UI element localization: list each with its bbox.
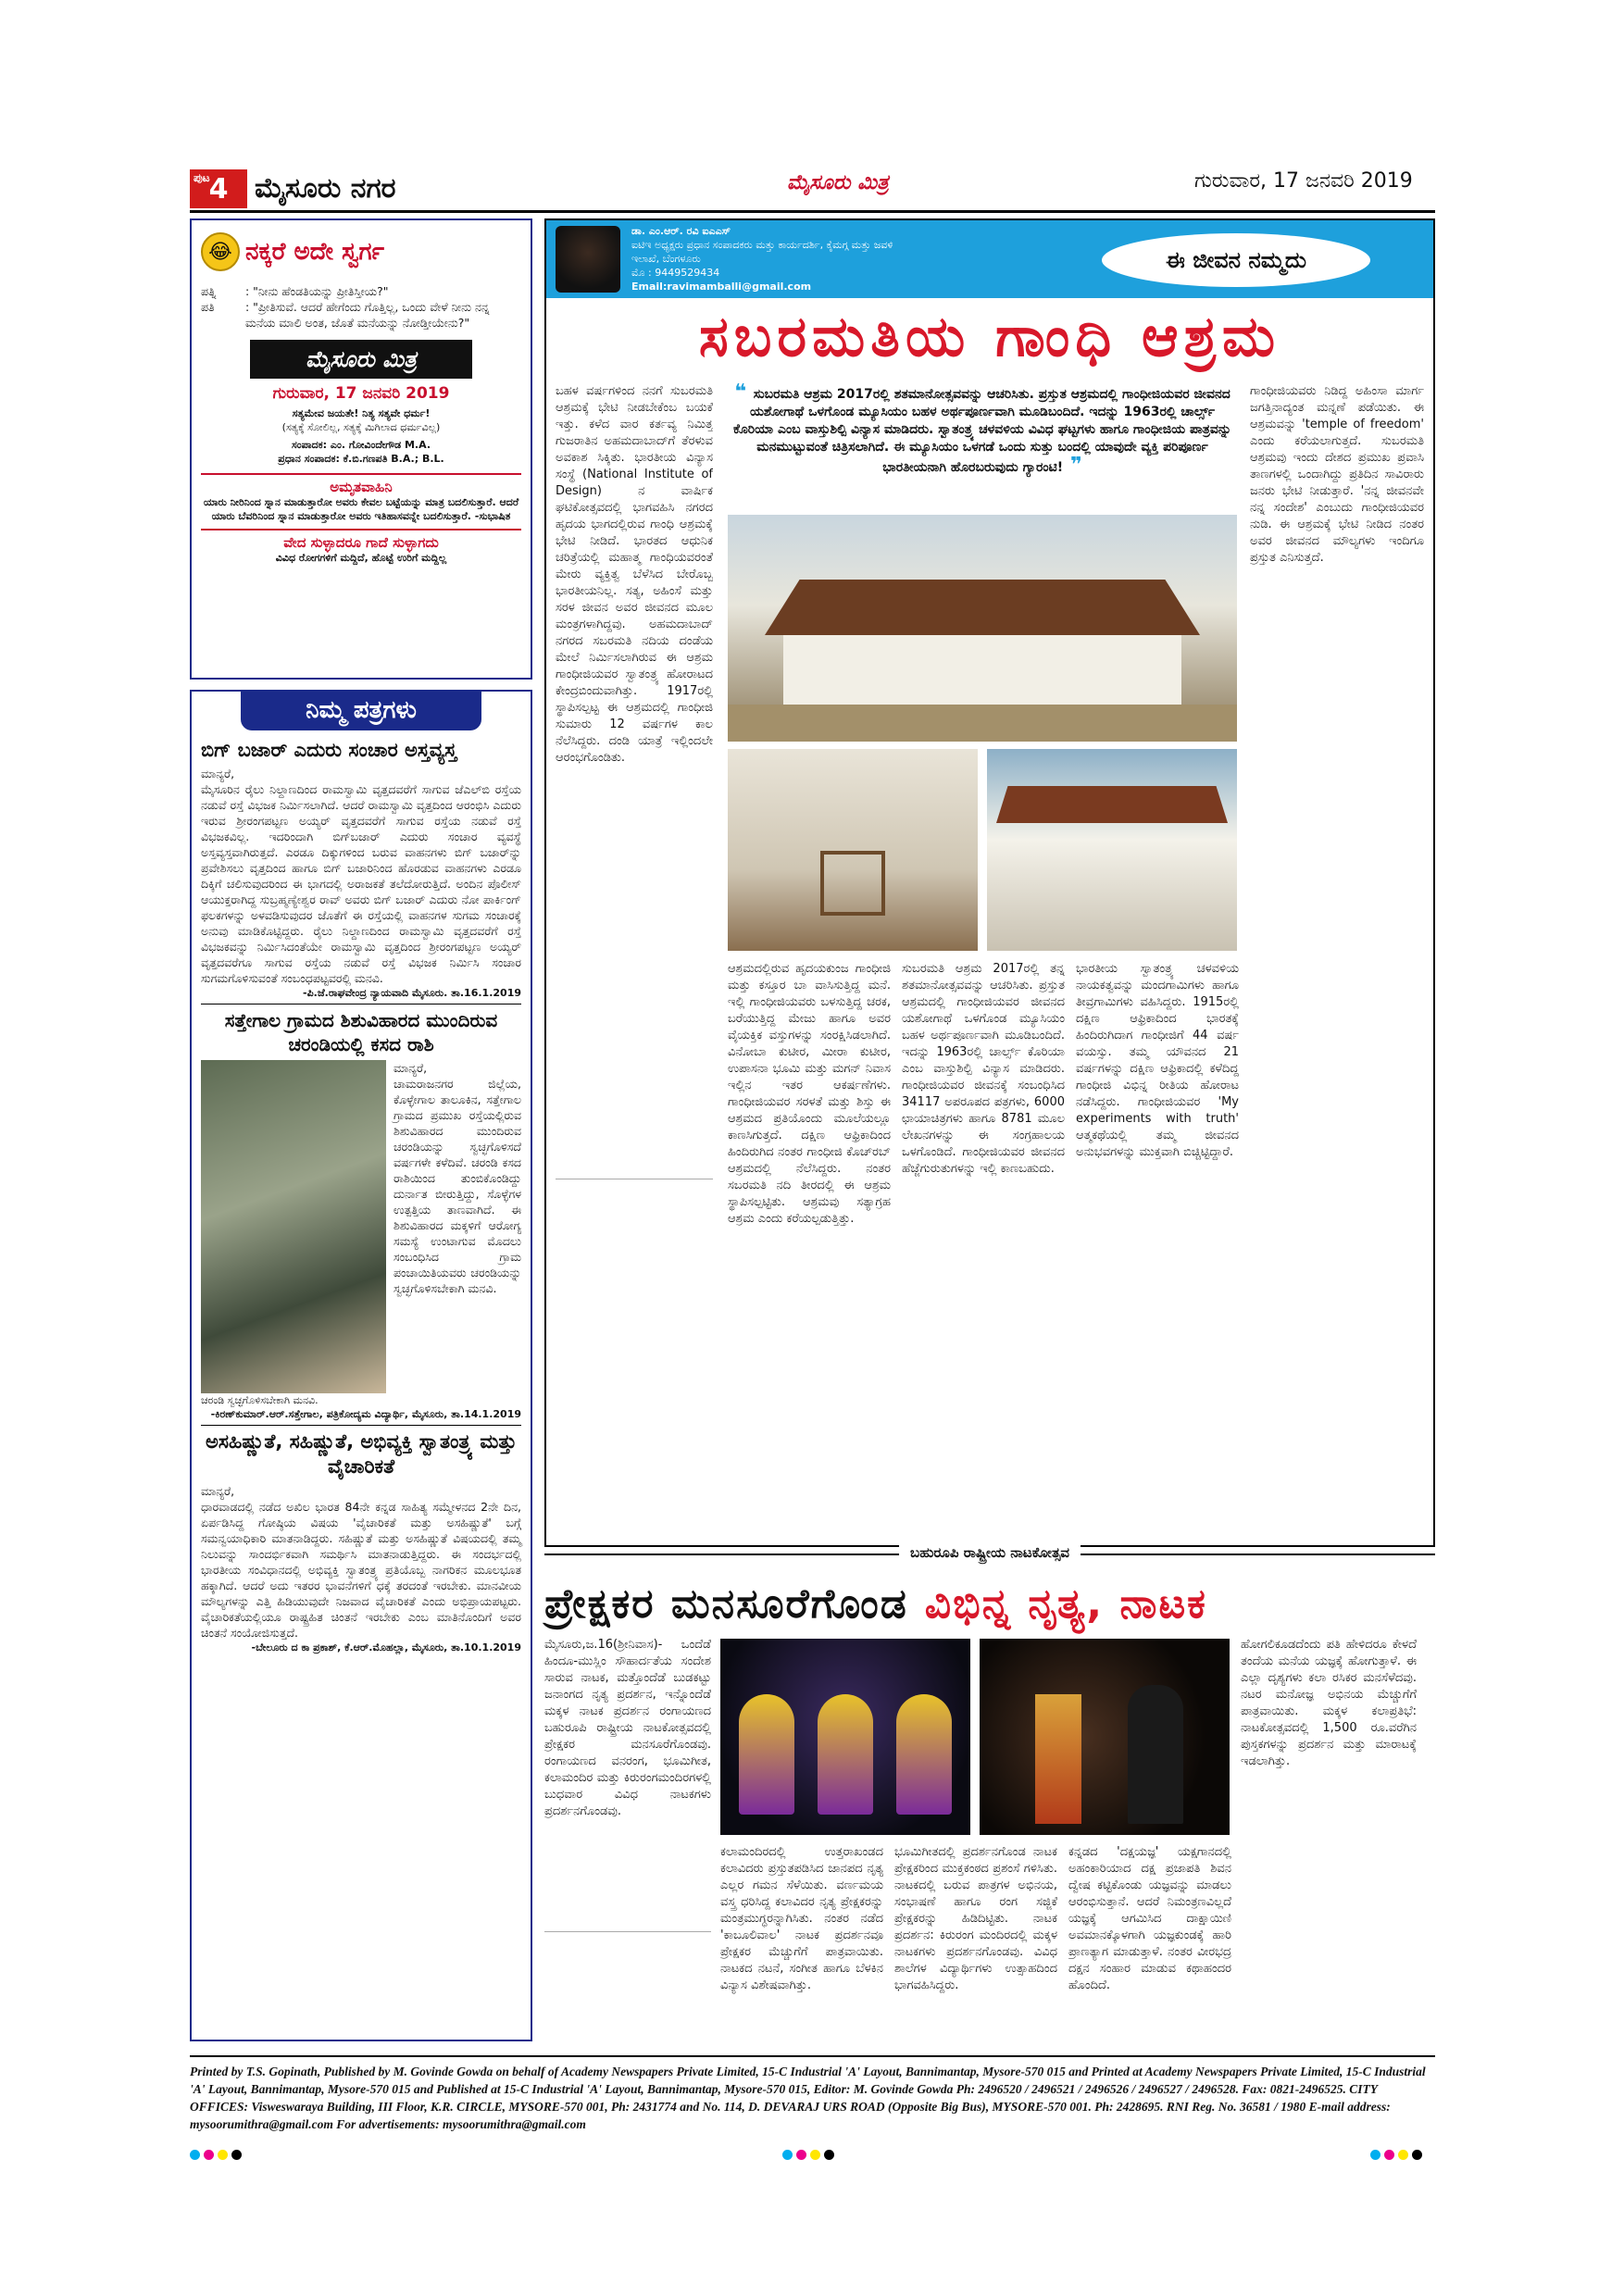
- ashram-hut-photo: [728, 515, 1237, 742]
- amrutavani-text: ಯಾರು ನೀರಿನಿಂದ ಸ್ನಾನ ಮಾಡುತ್ತಾರೋ ಅವರು ಕೇವಲ ಬಟ್ಟೆಯನ್ನು ಮಾತ್ರ ಬದಲಿಸುತ್ತಾರೆ. ಆದರೆ ಯಾರು ಬೆವರಿನಿಂದ ಸ್ನಾನ ಮಾಡುತ್ತಾರೋ ಅವರು ಇತಿಹಾಸವನ್ನೇ ಬದಲಿಸುತ್ತಾರೆ. -ಸುಭಾಷಿತ: [203, 496, 519, 522]
- print-registration-dots-left: [190, 2146, 245, 2157]
- divider: [201, 1425, 521, 1426]
- roof-shape: [765, 580, 1200, 635]
- charkha-railing-shape: [820, 851, 885, 916]
- festival-title-part-2: ವಿಭಿನ್ನ ನೃತ್ಯ, ನಾಟಕ: [924, 1579, 1207, 1628]
- letter-2-caption: ಚರಂಡಿ ಸ್ವಚ್ಛಗೊಳಿಸಬೇಕಾಗಿ ಮನವಿ.: [201, 1394, 319, 1406]
- festival-kicker: ಬಹುರೂಪಿ ರಾಷ್ಟ್ರೀಯ ನಾಟಕೋತ್ಸವ: [899, 1544, 1081, 1561]
- print-registration-dots-center: [782, 2146, 838, 2157]
- masthead-date: ಗುರುವಾರ, 17 ಜನವರಿ 2019: [272, 384, 450, 403]
- theatre-scene-photo: [980, 1639, 1230, 1835]
- pullquote: [728, 383, 1237, 507]
- letter-3-salutation: ಮಾನ್ಯರೆ,: [201, 1484, 235, 1498]
- laughing-face-icon: 😂: [201, 232, 240, 271]
- letter-1-salutation: ಮಾನ್ಯರೆ,: [201, 767, 235, 780]
- festival-title-part-1: ಪ್ರೇಕ್ಷಕರ ಮನಸೂರೆಗೊಂಡ: [544, 1579, 908, 1628]
- masthead-logo: ಮೈಸೂರು ಮಿತ್ರ: [250, 340, 472, 379]
- festival-title: [544, 1574, 1435, 1633]
- feature-col-2: ಆಶ್ರಮದಲ್ಲಿರುವ ಹೃದಯಕುಂಜ ಗಾಂಧೀಜಿ ಮತ್ತು ಕಸ್ತೂರ ಬಾ ವಾಸಿಸುತ್ತಿದ್ದ ಮನೆ. ಇಲ್ಲಿ ಗಾಂಧೀಜಿಯವರು ಬಳಸುತ್ತಿದ್ದ ಚರಕ, ಬರೆಯುತ್ತಿದ್ದ ಮೇಜು ಹಾಗೂ ಅವರ ವೈಯಕ್ತಿಕ ವಸ್ತುಗಳನ್ನು ಸಂರಕ್ಷಿಸಿಡಲಾಗಿದೆ. ವಿನೋಬಾ ಕುಟೀರ, ಮೀರಾ ಕುಟೀರ, ಉಪಾಸನಾ ಭೂಮಿ ಮತ್ತು ಮಗನ್ ನಿವಾಸ ಇಲ್ಲಿನ ಇತರ ಆಕರ್ಷಣೆಗಳು. ಗಾಂಧೀಜಿಯವರ ಸರಳತೆ ಮತ್ತು ಶಿಸ್ತು ಈ ಆಶ್ರಮದ ಪ್ರತಿಯೊಂದು ಮೂಲೆಯಲ್ಲೂ ಕಾಣಸಿಗುತ್ತದೆ. ದಕ್ಷಿಣ ಆಫ್ರಿಕಾದಿಂದ ಹಿಂದಿರುಗಿದ ನಂತರ ಗಾಂಧೀಜಿ ಕೊಚ್‌ರಬ್ ಆಶ್ರಮದಲ್ಲಿ ನೆಲೆಸಿದ್ದರು. ನಂತರ ಸಬರಮತಿ ನದಿ ತೀರದಲ್ಲಿ ಈ ಆಶ್ರಮ ಸ್ಥಾಪಿಸಲ್ಪಟ್ಟಿತು. ಆಶ್ರಮವು ಸತ್ಯಾಗ್ರಹ ಆಶ್ರಮ ಎಂದು ಕರೆಯಲ್ಪಡುತ್ತಿತ್ತು.: [728, 962, 891, 1226]
- letter-1-signature: -ಪಿ.ಜೆ.ರಾಘವೇಂದ್ರ ನ್ಯಾಯವಾದಿ ಮೈಸೂರು. ತಾ.16.1.2019: [303, 987, 521, 999]
- feature-col-4: ಭಾರತೀಯ ಸ್ವಾತಂತ್ರ್ಯ ಚಳವಳಿಯ ನಾಯಕತ್ವವನ್ನು ಮಂದಗಾಮಿಗಳು ಹಾಗೂ ತೀವ್ರಗಾಮಿಗಳು ವಹಿಸಿದ್ದರು. 1915ರಲ್ಲಿ ದಕ್ಷಿಣ ಆಫ್ರಿಕಾದಿಂದ ಭಾರತಕ್ಕೆ ಹಿಂದಿರುಗಿದಾಗ ಗಾಂಧೀಜಿಗೆ 44 ವರ್ಷ ವಯಸ್ಸು. ತಮ್ಮ ಯೌವನದ 21 ವರ್ಷಗಳನ್ನು ದಕ್ಷಿಣ ಆಫ್ರಿಕಾದಲ್ಲಿ ಕಳೆದಿದ್ದ ಗಾಂಧೀಜಿ ವಿಭಿನ್ನ ರೀತಿಯ ಹೋರಾಟ ನಡೆಸಿದ್ದರು. ಗಾಂಧೀಜಿಯವರ 'My experiments with truth' ಆತ್ಮಕಥೆಯಲ್ಲಿ ತಮ್ಮ ಜೀವನದ ಅನುಭವಗಳನ್ನು ಮುಕ್ತವಾಗಿ ಬಿಚ್ಚಿಟ್ಟಿದ್ದಾರೆ.: [1076, 962, 1239, 1159]
- proverb-block: [201, 529, 521, 565]
- print-registration-dots-right: [1370, 2146, 1426, 2157]
- joke-line-2: [201, 299, 521, 331]
- dancer-shape: [896, 1694, 952, 1815]
- letter-2-body-row: [201, 1060, 521, 1393]
- dancer-shape: [818, 1694, 873, 1815]
- author-info: [631, 224, 909, 293]
- joke-line-1-label: ಪತ್ನಿ: [201, 284, 217, 298]
- joke-line-2-label: ಪತಿ: [201, 300, 215, 314]
- ashram-interior-photo: [728, 749, 978, 951]
- festival-col-4: ಕನ್ನಡದ 'ದಕ್ಷಯಜ್ಞ' ಯಕ್ಷಗಾನದಲ್ಲಿ ಅಹಂಕಾರಿಯಾದ ದಕ್ಷ ಪ್ರಜಾಪತಿ ಶಿವನ ದ್ವೇಷ ಕಟ್ಟಿಕೊಂಡು ಯಜ್ಞವನ್ನು ಮಾಡಲು ಆರಂಭಿಸುತ್ತಾನೆ. ಆದರೆ ನಿಮಂತ್ರಣವಿಲ್ಲದೆ ಯಜ್ಞಕ್ಕೆ ಆಗಮಿಸಿದ ದಾಕ್ಷಾಯಿಣಿ ಅವಮಾನಕ್ಕೊಳಗಾಗಿ ಯಜ್ಞಕುಂಡಕ್ಕೆ ಹಾರಿ ಪ್ರಾಣತ್ಯಾಗ ಮಾಡುತ್ತಾಳೆ. ನಂತರ ವೀರಭದ್ರ ದಕ್ಷನ ಸಂಹಾರ ಮಾಡುವ ಕಥಾಹಂದರ ಹೊಂದಿದೆ.: [1068, 1845, 1231, 1992]
- festival-col-3: ಭೂಮಿಗೀತದಲ್ಲಿ ಪ್ರದರ್ಶನಗೊಂಡ ನಾಟಕ ಪ್ರೇಕ್ಷಕರಿಂದ ಮುಕ್ತಕಂಠದ ಪ್ರಶಂಸೆ ಗಳಿಸಿತು. ನಾಟಕದಲ್ಲಿ ಬರುವ ಪಾತ್ರಗಳ ಅಭಿನಯ, ಸಂಭಾಷಣೆ ಹಾಗೂ ರಂಗ ಸಜ್ಜಿಕೆ ಪ್ರೇಕ್ಷಕರನ್ನು ಹಿಡಿದಿಟ್ಟಿತು. ನಾಟಕ ಪ್ರದರ್ಶನ: ಕಿರುರಂಗ ಮಂದಿರದಲ್ಲಿ ಮಕ್ಕಳ ನಾಟಕಗಳು ಪ್ರದರ್ಶನಗೊಂಡವು. ವಿವಿಧ ಶಾಲೆಗಳ ವಿದ್ಯಾರ್ಥಿಗಳು ಉತ್ಸಾಹದಿಂದ ಭಾಗವಹಿಸಿದ್ದರು.: [894, 1845, 1057, 1992]
- amrutavani-title: ಅಮೃತವಾಹಿನಿ: [330, 479, 393, 495]
- actor-shape: [1035, 1694, 1081, 1824]
- joke-line-1-text: : "ನೀನು ಹೆಂಡತಿಯನ್ನು ಪ್ರೀತಿಸ್ತೀಯ?": [245, 284, 389, 298]
- letter-3-signature: -ಬೇಲೂರು ದ ಕಾ ಪ್ರಕಾಶ್, ಕೆ.ಆರ್.ಮೊಹಲ್ಲಾ, ಮೈಸೂರು, ತಾ.10.1.2019: [251, 1641, 521, 1653]
- footer-divider: [190, 2055, 1435, 2057]
- drain-garbage-photo: [201, 1060, 386, 1393]
- joke-title: ನಕ್ಕರೆ ಅದೇ ಸ್ವರ್ಗ: [245, 237, 384, 266]
- joke-header: [201, 226, 521, 278]
- page-label: ಪುಟ: [194, 171, 210, 184]
- festival-col-5: ಹೋಗಲಿಕೂಡದೆಂದು ಪತಿ ಹೇಳಿದರೂ ಕೇಳದೆ ತಂದೆಯ ಮನೆಯ ಯಜ್ಞಕ್ಕೆ ಹೋಗುತ್ತಾಳೆ. ಈ ಎಲ್ಲಾ ದೃಶ್ಯಗಳು ಕಲಾ ರಸಿಕರ ಮನಸೆಳೆದವು. ನಟರ ಮನೋಜ್ಞ ಅಭಿನಯ ಮೆಚ್ಚುಗೆಗೆ ಪಾತ್ರವಾಯಿತು. ಮಕ್ಕಳ ಕಲಾಪ್ರತಿಭೆ: ನಾಟಕೋತ್ಸವದಲ್ಲಿ 1,500 ರೂ.ವರೆಗಿನ ಪುಸ್ತಕಗಳನ್ನು ಪ್ರದರ್ಶನ ಮತ್ತು ಮಾರಾಟಕ್ಕೆ ಇಡಲಾಗಿತ್ತು.: [1241, 1638, 1417, 1768]
- letter-1-body: ಮೈಸೂರಿನ ರೈಲು ನಿಲ್ದಾಣದಿಂದ ರಾಮಸ್ವಾಮಿ ವೃತ್ತದವರೆಗೆ ಸಾಗುವ ಜೆಎಲ್‌ಬಿ ರಸ್ತೆಯ ನಡುವೆ ರಸ್ತೆ ವಿಭಜಕ ನಿರ್ಮಿಸಲಾಗಿದೆ. ಆದರೆ ರಾಮಸ್ವಾಮಿ ವೃತ್ತದಿಂದ ಆರಂಭಿಸಿ ಎದುರು ಇರುವ ಶ್ರೀರಂಗಪಟ್ಟಣ ಅಯ್ಯರ್ ವೃತ್ತದವರೆಗೆ ಸಾಗುವ ರಸ್ತೆಯ ನಡುವೆ ರಸ್ತೆ ವಿಭಜಕವಿಲ್ಲ. ಇದರಿಂದಾಗಿ ಬಿಗ್‌ಬಜಾರ್ ಎದುರು ಸಂಚಾರ ವ್ಯವಸ್ಥೆ ಅಸ್ತವ್ಯಸ್ತವಾಗಿರುತ್ತದೆ. ಎರಡೂ ದಿಕ್ಕುಗಳಿಂದ ಬರುವ ವಾಹನಗಳು ಬಿಗ್ ಬಜಾರ್‌ನ್ನು ಪ್ರವೇಶಿಸಲು ವೃತ್ತದಿಂದ ಹಾಗೂ ಬಿಗ್ ಬಜಾರಿನಿಂದ ಹೊರಡುವ ವಾಹನಗಳು ಎರಡೂ ದಿಕ್ಕಿಗೆ ಚಲಿಸುವುದರಿಂದ ಈ ಭಾಗದಲ್ಲಿ ಅರಾಜಕತೆ ತಲೆದೋರುತ್ತಿದೆ. ಅಂದಿನ ಪೊಲೀಸ್ ಆಯುಕ್ತರಾಗಿದ್ದ ಸುಬ್ರಹ್ಮಣ್ಯೇಶ್ವರ ರಾವ್ ಅವರು ಬಿಗ್ ಬಜಾರ್ ಎದುರು ನೋ ಪಾರ್ಕಿಂಗ್ ಫಲಕಗಳನ್ನು ಅಳವಡಿಸುವುದರ ಜೊತೆಗೆ ಈ ರಸ್ತೆಯಲ್ಲಿ ವಾಹನಗಳ ಸುಗಮ ಸಂಚಾರಕ್ಕೆ ಅನುವು ಮಾಡಿಕೊಟ್ಟಿದ್ದರು. ರೈಲು ನಿಲ್ದಾಣದಿಂದ ರಾಮಸ್ವಾಮಿ ವೃತ್ತದವರೆಗೆ ರಸ್ತೆ ವಿಭಜಕವನ್ನು ನಿರ್ಮಿಸಿದಂತೆಯೇ ರಾಮಸ್ವಾಮಿ ವೃತ್ತದಿಂದ ಶ್ರೀರಂಗಪಟ್ಟಣ ಅಯ್ಯರ್ ವೃತ್ತದವರೆಗೂ ಸಾಗುವ ರಸ್ತೆಯ ನಡುವೆ ರಸ್ತೆ ವಿಭಜಕ ನಿರ್ಮಿಸಿ ಸಂಚಾರ ಸುಗಮಗೊಳಿಸುವಂತೆ ಸಂಬಂಧಪಟ್ಟವರಲ್ಲಿ ಮನವಿ.: [201, 782, 521, 985]
- ground-shape: [728, 705, 1237, 742]
- festival-article: [544, 1544, 1435, 2041]
- letter-2-salutation: ಮಾನ್ಯರೆ,: [394, 1061, 428, 1075]
- joke-line-1: [201, 283, 521, 299]
- joke-line-2-text: : "ಪ್ರೀತಿಸುವೆ. ಆದರೆ ಹೇಗೆಂದು ಗೊತ್ತಿಲ್ಲ, ಒಂದು ವೇಳೆ ನೀನು ನನ್ನ ಮನೆಯ ಮಾಲಿ ಅಂತ, ಜೊತೆ ಮನೆಯನ್ನು ನೋಡ್ತೀಯೇನು?": [245, 300, 490, 330]
- cottage-roof-shape: [996, 786, 1228, 823]
- wall-shape: [783, 635, 1181, 709]
- letter-3-body: ಧಾರವಾಡದಲ್ಲಿ ನಡೆದ ಅಖಿಲ ಭಾರತ 84ನೇ ಕನ್ನಡ ಸಾಹಿತ್ಯ ಸಮ್ಮೇಳನದ 2ನೇ ದಿನ, ಏರ್ಪಡಿಸಿದ್ದ ಗೋಷ್ಠಿಯ ವಿಷಯ 'ವೈಚಾರಿಕತೆ ಮತ್ತು ಅಸಹಿಷ್ಣುತೆ' ಬಗ್ಗೆ ಸಮನ್ವಯಾಧಿಕಾರಿ ಮಾತನಾಡಿದ್ದರು. ಸಹಿಷ್ಣುತೆ ಮತ್ತು ಅಸಹಿಷ್ಣುತೆ ವಿಷಯದಲ್ಲಿ ತಮ್ಮ ನಿಲುವನ್ನು ಸಾಂದರ್ಭಿಕವಾಗಿ ಸಮರ್ಥಿಸಿ ಮಾತನಾಡುತ್ತಿದ್ದರು. ಈ ಸಂದರ್ಭದಲ್ಲಿ ಭಾರತೀಯ ಸಂವಿಧಾನದಲ್ಲಿ ಅಭಿವ್ಯಕ್ತಿ ಸ್ವಾತಂತ್ರ್ಯ ಪ್ರತಿಯೊಬ್ಬ ನಾಗರಿಕನ ಮೂಲಭೂತ ಹಕ್ಕಾಗಿದೆ. ಆದರೆ ಅದು ಇತರರ ಭಾವನೆಗಳಿಗೆ ಧಕ್ಕೆ ತರದಂತೆ ಇರಬೇಕು. ಮಾನವೀಯ ಮೌಲ್ಯಗಳನ್ನು ಎತ್ತಿ ಹಿಡಿಯುವುದೇ ನಿಜವಾದ ವೈಚಾರಿಕತೆ ಎಂದು ಅಭಿಪ್ರಾಯಪಟ್ಟರು. ವೈಚಾರಿಕತೆಯಲ್ಲಿಯೂ ರಾಷ್ಟ್ರಹಿತ ಚಿಂತನೆ ಇರಬೇಕು ಎಂಬ ಮಾತಿನೊಂದಿಗೆ ಅವರ ಚಿಂತನೆ ಸಂಯೋಜಿಸುತ್ತದೆ.: [201, 1500, 521, 1640]
- feature-col-1-continued: [556, 1179, 713, 1535]
- header-divider: [190, 210, 1435, 213]
- festival-col-1: ಮೈಸೂರು,ಜ.16(ಶ್ರೀನಿವಾಸ)- ಒಂದೆಡೆ ಹಿಂದೂ-ಮುಸ್ಲಿಂ ಸೌಹಾರ್ದತೆಯ ಸಂದೇಶ ಸಾರುವ ನಾಟಕ, ಮತ್ತೊಂದೆಡೆ ಬುಡಕಟ್ಟು ಜನಾಂಗದ ನೃತ್ಯ ಪ್ರದರ್ಶನ, ಇನ್ನೊಂದೆಡೆ ಮಕ್ಕಳ ನಾಟಕ ಪ್ರದರ್ಶನ ರಂಗಾಯಣದ ಬಹುರೂಪಿ ರಾಷ್ಟ್ರೀಯ ನಾಟಕೋತ್ಸವದಲ್ಲಿ ಪ್ರೇಕ್ಷಕರ ಮನಸೂರೆಗೊಂಡವು. ರಂಗಾಯಣದ ವನರಂಗ, ಭೂಮಿಗೀತ, ಕಲಾಮಂದಿರ ಮತ್ತು ಕಿರುರಂಗಮಂದಿರಗಳಲ್ಲಿ ಬುಧವಾರ ವಿವಿಧ ನಾಟಕಗಳು ಪ್ರದರ್ಶನಗೊಂಡವು.: [544, 1638, 711, 1818]
- header-date: ಗುರುವಾರ, 17 ಜನವರಿ 2019: [1194, 169, 1413, 193]
- letter-1-title: ಬಿಗ್ ಬಜಾರ್ ಎದುರು ಸಂಚಾರ ಅಸ್ತವ್ಯಸ್ತ: [201, 739, 457, 761]
- feature-col-3: ಸುಬರಮತಿ ಆಶ್ರಮ 2017ರಲ್ಲಿ ತನ್ನ ಶತಮಾನೋತ್ಸವವನ್ನು ಆಚರಿಸಿತು. ಪ್ರಸ್ತುತ ಆಶ್ರಮದಲ್ಲಿ ಗಾಂಧೀಜಿಯವರ ಜೀವನದ ಯಶೋಗಾಥೆ ಒಳಗೊಂಡ ಮ್ಯೂಸಿಯಂ ಬಹಳ ಅರ್ಥಪೂರ್ಣವಾಗಿ ಮೂಡಿಬಂದಿದೆ. ಇದನ್ನು 1963ರಲ್ಲಿ ಚಾರ್ಲ್ಸ್ ಕೊರಿಯಾ ಎಂಬ ವಾಸ್ತುಶಿಲ್ಪಿ ವಿನ್ಯಾಸ ಮಾಡಿದರು. ಗಾಂಧೀಜಿಯವರ ಜೀವನಕ್ಕೆ ಸಂಬಂಧಿಸಿದ 34117 ಅಪರೂಪದ ಪತ್ರಗಳು, 6000 ಛಾಯಾಚಿತ್ರಗಳು ಹಾಗೂ 8781 ಮೂಲ ಲೇಖನಗಳನ್ನು ಈ ಸಂಗ್ರಹಾಲಯ ಒಳಗೊಂಡಿದೆ. ಗಾಂಧೀಜಿಯವರ ಜೀವನದ ಹೆಜ್ಜೆಗುರುತುಗಳನ್ನು ಇಲ್ಲಿ ಕಾಣಬಹುದು.: [902, 962, 1065, 1176]
- letter-2-body: ಚಾಮರಾಜನಗರ ಜಿಲ್ಲೆಯ, ಕೊಳ್ಳೇಗಾಲ ತಾಲೂಕಿನ, ಸತ್ತೇಗಾಲ ಗ್ರಾಮದ ಪ್ರಮುಖ ರಸ್ತೆಯಲ್ಲಿರುವ ಶಿಶುವಿಹಾರದ ಮುಂದಿರುವ ಚರಂಡಿಯನ್ನು ಸ್ವಚ್ಛಗೊಳಿಸದೆ ವರ್ಷಗಳೇ ಕಳೆದಿವೆ. ಚರಂಡಿ ಕಸದ ರಾಶಿಯಿಂದ ತುಂಬಿಕೊಂಡಿದ್ದು ದುರ್ನಾತ ಬೀರುತ್ತಿದ್ದು, ಸೊಳ್ಳೆಗಳ ಉತ್ಪತ್ತಿಯ ತಾಣವಾಗಿದೆ. ಈ ಶಿಶುವಿಹಾರದ ಮಕ್ಕಳಿಗೆ ಆರೋಗ್ಯ ಸಮಸ್ಯೆ ಉಂಟಾಗುವ ಮೊದಲು ಸಂಬಂಧಿಸಿದ ಗ್ರಾಮ ಪಂಚಾಯಿತಿಯವರು ಚರಂಡಿಯನ್ನು ಸ್ವಚ್ಛಗೊಳಿಸಬೇಕಾಗಿ ಮನವಿ.: [394, 1077, 521, 1295]
- author-mobile: ಮೊ : 9449529434: [631, 267, 720, 279]
- proverb-text: ವಿವಿಧ ರೋಗಗಳಿಗೆ ಮದ್ದಿದೆ, ಹೊಟ್ಟೆ ಉರಿಗೆ ಮದ್ದಿಲ್ಲ: [275, 552, 447, 564]
- letter-2-text: [394, 1060, 521, 1393]
- masthead-box: [190, 218, 532, 680]
- section-title: ಮೈಸೂರು ನಗರ: [255, 172, 396, 205]
- author-role: ಐಟಿಇ ಅಧ್ಯಕ್ಷರು ಪ್ರಧಾನ ಸಂಪಾದಕರು ಮತ್ತು ಕಾರ್ಯದರ್ಶಿ, ಕೈಮಗ್ಗ ಮತ್ತು ಜವಳಿ ಇಲಾಖೆ, ಬೆಂಗಳೂರು: [631, 239, 893, 265]
- letter-2-photo-wrap: [201, 1060, 386, 1393]
- masthead-motto-sub: (ಸತ್ಯಕ್ಕೆ ಸೋಲಿಲ್ಲ, ಸತ್ಯಕ್ಕೆ ಮಿಗಿಲಾದ ಧರ್ಮವಿಲ್ಲ): [281, 421, 441, 433]
- pullquote-close-icon: ❞: [1063, 454, 1082, 477]
- dance-performance-photo: [720, 1639, 970, 1835]
- dancer-shape: [739, 1694, 794, 1815]
- pullquote-open-icon: ❝: [734, 381, 754, 404]
- proverb-title: ವೇದ ಸುಳ್ಳಾದರೂ ಗಾದೆ ಸುಳ್ಳಾಗದು: [283, 534, 439, 551]
- author-photo: [556, 226, 620, 293]
- festival-col-1-continued: [544, 1931, 711, 2035]
- feature-col-5: ಗಾಂಧೀಜಿಯವರು ನಿಡಿದ್ದ ಅಹಿಂಸಾ ಮಾರ್ಗ ಜಗತ್ತಿನಾದ್ಯಂತ ಮನ್ನಣೆ ಪಡೆಯಿತು. ಈ ಆಶ್ರಮವನ್ನು 'temple of freedom' ಎಂದು ಕರೆಯಲಾಗುತ್ತದೆ. ಸುಬರಮತಿ ಆಶ್ರಮವು ಇಂದು ದೇಶದ ಪ್ರಮುಖ ಪ್ರವಾಸಿ ತಾಣಗಳಲ್ಲಿ ಒಂದಾಗಿದ್ದು ಪ್ರತಿದಿನ ಸಾವಿರಾರು ಜನರು ಭೇಟಿ ನೀಡುತ್ತಾರೆ. 'ನನ್ನ ಜೀವನವೇ ನನ್ನ ಸಂದೇಶ' ಎಂಬುದು ಗಾಂಧೀಜಿಯವರ ನುಡಿ. ಈ ಆಶ್ರಮಕ್ಕೆ ಭೇಟಿ ನೀಡಿದ ನಂತರ ಅವರ ಜೀವನದ ಮೌಲ್ಯಗಳು ಇಂದಿಗೂ ಪ್ರಸ್ತುತ ಎನಿಸುತ್ತದೆ.: [1250, 384, 1424, 565]
- actor-shape: [1128, 1685, 1183, 1824]
- amrutavani-block: [201, 473, 521, 523]
- author-name: ಡಾ. ಎಂ.ಆರ್. ರವಿ ಐಎಎಸ್: [631, 225, 731, 237]
- masthead-chief-editor: ಪ್ರಧಾನ ಸಂಪಾದಕ: ಕೆ.ಬಿ.ಗಣಪತಿ B.A.; B.L.: [278, 453, 444, 465]
- masthead-motto: ಸತ್ಯಮೇವ ಜಯತೇ! ನಿತ್ಯ ಸತ್ಯವೇ ಧರ್ಮ!: [292, 407, 431, 419]
- feature-title: ಸಬರಮತಿಯ ಗಾಂಧಿ ಆಶ್ರಮ: [698, 305, 1281, 369]
- author-email: Email:ravimamballi@gmail.com: [631, 281, 812, 293]
- letters-box: [190, 690, 532, 2041]
- letter-2-signature: -ಕಿರಣ್‌ಕುಮಾರ್.ಆರ್.ಸತ್ತೇಗಾಲ, ಪತ್ರಿಕೋದ್ಯಮ ವಿದ್ಯಾರ್ಥಿ, ಮೈಸೂರು, ತಾ.14.1.2019: [210, 1408, 521, 1420]
- letter-2-title: ಸತ್ತೇಗಾಲ ಗ್ರಾಮದ ಶಿಶುವಿಹಾರದ ಮುಂದಿರುವ ಚರಂಡಿಯಲ್ಲಿ ಕಸದ ರಾಶಿ: [224, 1009, 498, 1055]
- festival-col-2: ಕಲಾಮಂದಿರದಲ್ಲಿ ಉತ್ತರಾಖಂಡದ ಕಲಾವಿದರು ಪ್ರಸ್ತುತಪಡಿಸಿದ ಜಾನಪದ ನೃತ್ಯ ಎಲ್ಲರ ಗಮನ ಸೆಳೆಯಿತು. ವರ್ಣಮಯ ವಸ್ತ್ರ ಧರಿಸಿದ್ದ ಕಲಾವಿದರ ನೃತ್ಯ ಪ್ರೇಕ್ಷಕರನ್ನು ಮಂತ್ರಮುಗ್ಧರನ್ನಾಗಿಸಿತು. ನಂತರ ನಡೆದ 'ಕಾಬೂಲಿವಾಲ' ನಾಟಕ ಪ್ರದರ್ಶನವೂ ಪ್ರೇಕ್ಷಕರ ಮೆಚ್ಚುಗೆಗೆ ಪಾತ್ರವಾಯಿತು. ನಾಟಕದ ನಟನೆ, ಸಂಗೀತ ಹಾಗೂ ಬೆಳಕಿನ ವಿನ್ಯಾಸ ವಿಶೇಷವಾಗಿತ್ತು.: [720, 1845, 883, 1992]
- author-strip: [546, 220, 1433, 298]
- pullquote-text: ಸುಬರಮತಿ ಆಶ್ರಮ 2017ರಲ್ಲಿ ಶತಮಾನೋತ್ಸವವನ್ನು ಆಚರಿಸಿತು. ಪ್ರಸ್ತುತ ಆಶ್ರಮದಲ್ಲಿ ಗಾಂಧೀಜಿಯವರ ಜೀವನದ ಯಶೋಗಾಥೆ ಒಳಗೊಂಡ ಮ್ಯೂಸಿಯಂ ಬಹಳ ಅರ್ಥಪೂರ್ಣವಾಗಿ ಮೂಡಿಬಂದಿದೆ. ಇದನ್ನು 1963ರಲ್ಲಿ ಚಾರ್ಲ್ಸ್ ಕೊರಿಯಾ ಎಂಬ ವಾಸ್ತುಶಿಲ್ಪಿ ವಿನ್ಯಾಸ ಮಾಡಿದರು. ಸ್ವಾತಂತ್ರ್ಯ ಚಳವಳಿಯ ವಿವಿಧ ಘಟ್ಟಗಳು ಹಾಗೂ ಗಾಂಧೀಜಿಯ ಪಾತ್ರವನ್ನು ಮನಮುಟ್ಟುವಂತೆ ಚಿತ್ರಿಸಲಾಗಿದೆ. ಈ ಮ್ಯೂಸಿಯಂ ಒಳಗಡೆ ಒಂದು ಸುತ್ತು ಬಂದಲ್ಲಿ ಯಾವುದೇ ವ್ಯಕ್ತಿ ಪರಿಪೂರ್ಣ ಭಾರತೀಯನಾಗಿ ಹೊರಬರುವುದು ಗ್ಯಾರಂಟಿ!: [732, 387, 1232, 475]
- feature-col-1: ಬಹಳ ವರ್ಷಗಳಿಂದ ನನಗೆ ಸುಬರಮತಿ ಆಶ್ರಮಕ್ಕೆ ಭೇಟಿ ನೀಡಬೇಕೆಂಬ ಬಯಕೆ ಇತ್ತು. ಕಳೆದ ವಾರ ಕರ್ತವ್ಯ ನಿಮಿತ್ತ ಗುಜರಾತಿನ ಅಹಮದಾಬಾದ್‌ಗೆ ತೆರಳುವ ಅವಕಾಶ ಸಿಕ್ಕಿತು. ಭಾರತೀಯ ವಿನ್ಯಾಸ ಸಂಸ್ಥೆ (National Institute of Design) ನ ವಾರ್ಷಿಕ ಘಟಿಕೋತ್ಸವದಲ್ಲಿ ಭಾಗವಹಿಸಿ ನಗರದ ಹೃದಯ ಭಾಗದಲ್ಲಿರುವ ಗಾಂಧಿ ಆಶ್ರಮಕ್ಕೆ ಭೇಟಿ ನೀಡಿದೆ. ಭಾರತದ ಆಧುನಿಕ ಚರಿತ್ರೆಯಲ್ಲಿ ಮಹಾತ್ಮ ಗಾಂಧಿಯವರಂತೆ ಮೇರು ವ್ಯಕ್ತಿತ್ವ ಬೆಳೆಸಿದ ಬೇರೊಬ್ಬ ಭಾರತೀಯನಿಲ್ಲ. ಸತ್ಯ, ಅಹಿಂಸೆ ಮತ್ತು ಸರಳ ಜೀವನ ಅವರ ಜೀವನದ ಮೂಲ ಮಂತ್ರಗಳಾಗಿದ್ದವು. ಅಹಮದಾಬಾದ್ ನಗರದ ಸಬರಮತಿ ನದಿಯ ದಂಡೆಯ ಮೇಲೆ ನಿರ್ಮಿಸಲಾಗಿರುವ ಈ ಆಶ್ರಮ ಗಾಂಧೀಜಿಯವರ ಸ್ವಾತಂತ್ರ್ಯ ಹೋರಾಟದ ಕೇಂದ್ರಬಿಂದುವಾಗಿತ್ತು. 1917ರಲ್ಲಿ ಸ್ಥಾಪಿಸಲ್ಪಟ್ಟ ಈ ಆಶ್ರಮದಲ್ಲಿ ಗಾಂಧೀಜಿ ಸುಮಾರು 12 ವರ್ಷಗಳ ಕಾಲ ನೆಲೆಸಿದ್ದರು. ದಂಡಿ ಯಾತ್ರೆ ಇಲ್ಲಿಂದಲೇ ಆರಂಭಗೊಂಡಿತು.: [556, 384, 713, 765]
- page-number: 4: [208, 172, 229, 206]
- page-number-badge: [190, 169, 247, 208]
- ashram-cottage-photo: [987, 749, 1237, 951]
- letters-banner: ನಿಮ್ಮ ಪತ್ರಗಳು: [241, 690, 481, 730]
- series-title: ಈ ಜೀವನ ನಮ್ಮದು: [1102, 233, 1370, 287]
- letter-3-title: ಅಸಹಿಷ್ಣುತೆ, ಸಹಿಷ್ಣುತೆ, ಅಭಿವ್ಯಕ್ತಿ ಸ್ವಾತಂತ್ರ್ಯ ಮತ್ತು ವೈಚಾರಿಕತೆ: [206, 1430, 517, 1478]
- header-logo: ಮೈಸೂರು ಮಿತ್ರ: [787, 170, 889, 194]
- feature-article: [544, 218, 1435, 1547]
- footer-imprint: Printed by T.S. Gopinath, Published by M. Govinde Gowda on behalf of Academy Newspapers Private Limited, 15-C Industrial 'A' Layout, Bannimantap, Mysore-570 015 and Printed at Academy Newspapers Private Limited, 15-C Industrial 'A' Layout, Bannimantap, Mysore-570 015 and Published at 15-C Industrial 'A' Layout, Bannimantap, Mysore-570 015, Editor: M. Govinde Gowda Ph: 2496520 / 2496521 / 2496526 / 2496527 / 2496528. Fax: 0821-2496525. CITY OFFICES: Visweswaraya Building, III Floor, K.R. CIRCLE, MYSORE-570 001, Ph: 2431774 and No. 114, D. DEVARAJ URS ROAD (Opposite Big Bus), MYSORE-570 001. Ph: 2428695. RNI Reg. No. 36581 / 1980 E-mail address: mysoorumithra@gmail.com For advertisements: mysoorumithra@gmail.com: [190, 2065, 1426, 2131]
- masthead-editor: ಸಂಪಾದಕ: ಎಂ. ಗೋವಿಂದೇಗೌಡ M.A.: [291, 439, 431, 451]
- festival-kicker-row: [544, 1544, 1435, 1574]
